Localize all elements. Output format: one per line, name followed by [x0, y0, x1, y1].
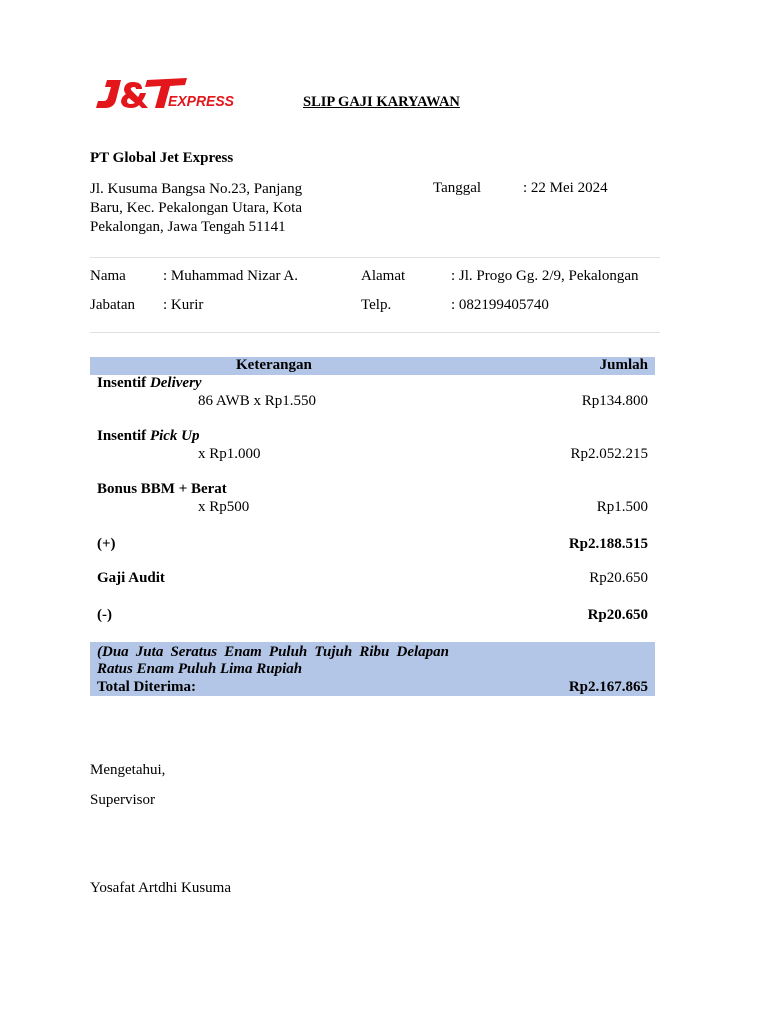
address-label: Alamat [361, 268, 406, 284]
company-address [90, 180, 330, 237]
delivery-amount: Rp134.800 [581, 393, 648, 409]
bbm-label: Bonus BBM + Berat [97, 481, 227, 497]
plus-amount: Rp2.188.515 [568, 536, 648, 552]
company-address-line: Pekalongan, Jawa Tengah 51141 [90, 219, 286, 235]
table-header [90, 357, 655, 375]
pickup-label-prefix: Insentif [97, 428, 150, 444]
plus-label: (+) [97, 536, 116, 552]
delivery-detail: 86 AWB x Rp1.550 [198, 393, 316, 409]
divider [90, 257, 660, 258]
audit-amount: Rp20.650 [589, 570, 648, 586]
logo-express-text: EXPRESS [168, 93, 234, 110]
phone-label: Telp. [361, 297, 392, 313]
minus-label: (-) [97, 607, 112, 623]
date-label: Tanggal [433, 180, 482, 196]
pickup-amount: Rp2.052.215 [570, 446, 648, 462]
company-name: PT Global Jet Express [90, 150, 234, 166]
name-value: : Muhammad Nizar A. [163, 268, 298, 284]
audit-label: Gaji Audit [97, 570, 165, 586]
minus-amount: Rp20.650 [587, 607, 648, 623]
document-title: SLIP GAJI KARYAWAN [303, 94, 460, 110]
delivery-label [97, 375, 202, 392]
delivery-label-prefix: Insentif [97, 375, 150, 391]
total-box [90, 642, 655, 696]
address-value: : Jl. Progo Gg. 2/9, Pekalongan [451, 268, 639, 284]
phone-value: : 082199405740 [451, 297, 549, 313]
date-value: : 22 Mei 2024 [523, 180, 608, 196]
position-label: Jabatan [90, 297, 135, 313]
pickup-detail: x Rp1.000 [198, 446, 261, 462]
acknowledged-text: Mengetahui, [90, 762, 166, 778]
pickup-label-italic: Pick Up [149, 428, 200, 444]
supervisor-role: Supervisor [90, 792, 155, 808]
name-label: Nama [90, 268, 126, 284]
company-address-line: Baru, Kec. Pekalongan Utara, Kota [90, 200, 303, 216]
jnt-express-logo [95, 76, 237, 112]
supervisor-name: Yosafat Artdhi Kusuma [90, 880, 231, 896]
pickup-label [97, 428, 200, 445]
total-amount: Rp2.167.865 [568, 679, 648, 695]
bbm-amount: Rp1.500 [596, 499, 648, 515]
delivery-label-italic: Delivery [149, 375, 202, 391]
company-address-line: Jl. Kusuma Bangsa No.23, Panjang [90, 181, 303, 197]
divider [90, 332, 660, 333]
header-amount: Jumlah [599, 357, 648, 373]
total-label: Total Diterima: [97, 679, 197, 695]
amount-in-words-line2: Ratus Enam Puluh Lima Rupiah [97, 661, 303, 677]
bbm-detail: x Rp500 [198, 499, 250, 515]
amount-in-words-line1: (Dua Juta Seratus Enam Puluh Tujuh Ribu Delapan [97, 644, 449, 660]
position-value: : Kurir [163, 297, 204, 313]
header-description: Keterangan [236, 357, 312, 373]
